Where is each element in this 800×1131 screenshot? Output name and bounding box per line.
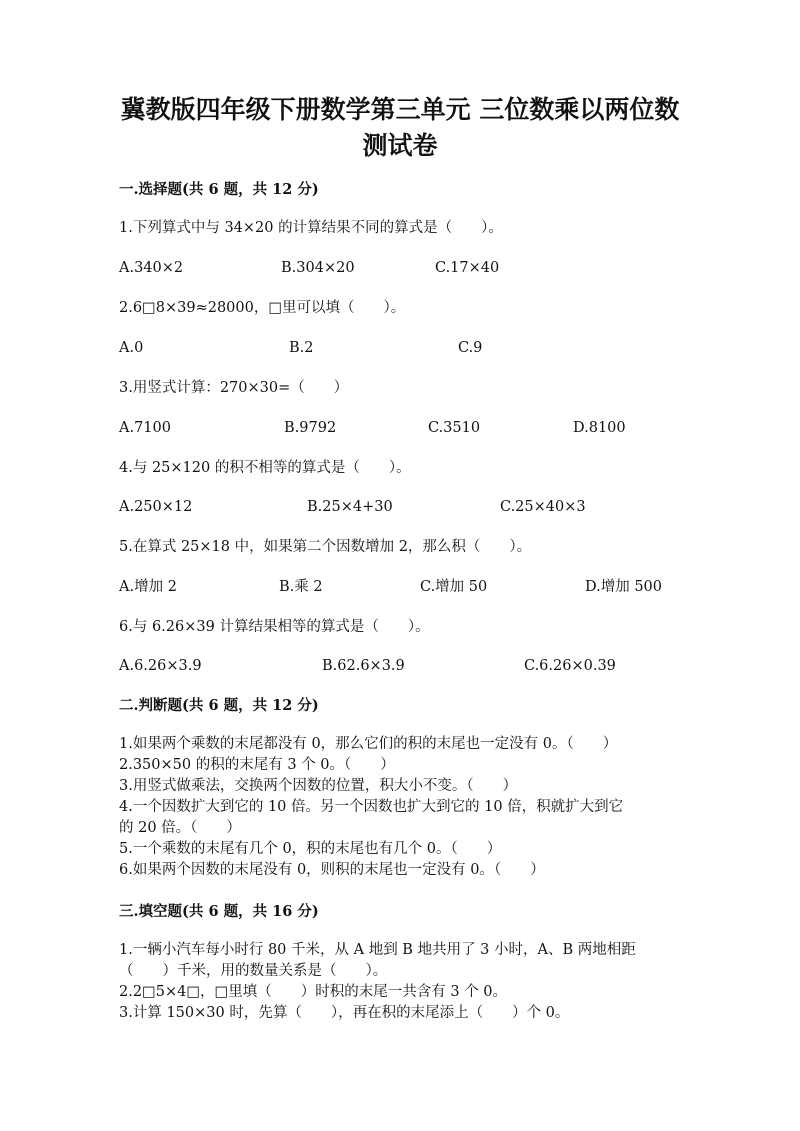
- q2-option-b: B.2: [289, 340, 314, 356]
- fill-line-2: （ ）千米，用的数量关系是（ ）。: [119, 963, 388, 979]
- q6-option-a: A.6.26×3.9: [119, 658, 202, 674]
- q5-option-c: C.增加 50: [420, 579, 488, 595]
- q4-option-a: A.250×12: [119, 499, 193, 515]
- question-4: 4.与 25×120 的积不相等的算式是（ ）。: [119, 460, 411, 476]
- question-1: 1.下列算式中与 34×20 的计算结果不同的算式是（ ）。: [119, 220, 503, 236]
- section-2-heading: 二.判断题(共 6 题，共 12 分): [119, 697, 319, 714]
- question-6: 6.与 6.26×39 计算结果相等的算式是（ ）。: [119, 619, 430, 635]
- page-title: [60, 92, 740, 164]
- question-2: 2.6□8×39≈28000，□里可以填（ ）。: [119, 300, 406, 316]
- q5-option-a: A.增加 2: [119, 579, 177, 595]
- fill-line-4: 3.计算 150×30 时，先算（ ），再在积的末尾添上（ ）个 0。: [119, 1005, 570, 1021]
- true-false-questions: [119, 734, 679, 881]
- tf-line-3: 3.用竖式做乘法，交换两个因数的位置，积大小不变。（ ）: [119, 778, 518, 794]
- q4-option-c: C.25×40×3: [500, 499, 586, 515]
- q1-option-c: C.17×40: [435, 260, 500, 276]
- q3-option-a: A.7100: [119, 420, 171, 436]
- q1-option-b: B.304×20: [281, 260, 355, 276]
- fill-in-questions: [119, 940, 679, 1024]
- q5-option-d: D.增加 500: [585, 579, 663, 595]
- tf-line-7: 6.如果两个因数的末尾没有 0，则积的末尾也一定没有 0。（ ）: [119, 862, 545, 878]
- q3-option-b: B.9792: [284, 420, 337, 436]
- fill-line-3: 2.2□5×4□，□里填（ ）时积的末尾一共含有 3 个 0。: [119, 984, 508, 1000]
- title-line-1: 冀教版四年级下册数学第三单元 三位数乘以两位数: [120, 95, 680, 124]
- tf-line-5: 的 20 倍。（ ）: [119, 820, 241, 836]
- q3-option-c: C.3510: [428, 420, 481, 436]
- q2-option-c: C.9: [458, 340, 483, 356]
- title-line-2: 测试卷: [362, 131, 438, 160]
- q1-option-a: A.340×2: [119, 260, 184, 276]
- q4-option-b: B.25×4+30: [307, 499, 393, 515]
- q2-option-a: A.0: [119, 340, 144, 356]
- question-5: 5.在算式 25×18 中，如果第二个因数增加 2，那么积（ ）。: [119, 539, 532, 555]
- section-1-heading: 一.选择题(共 6 题，共 12 分): [119, 181, 319, 198]
- tf-line-1: 1.如果两个乘数的末尾都没有 0，那么它们的积的末尾也一定没有 0。（ ）: [119, 736, 618, 752]
- q6-option-c: C.6.26×0.39: [524, 658, 616, 674]
- tf-line-4: 4.一个因数扩大到它的 10 倍。另一个因数也扩大到它的 10 倍，积就扩大到它: [119, 799, 624, 815]
- q6-option-b: B.62.6×3.9: [322, 658, 405, 674]
- fill-line-1: 1.一辆小汽车每小时行 80 千米，从 A 地到 B 地共用了 3 小时，A、B 两地相距: [119, 942, 636, 958]
- section-3-heading: 三.填空题(共 6 题，共 16 分): [119, 903, 319, 920]
- tf-line-2: 2.350×50 的积的末尾有 3 个 0。（ ）: [119, 757, 395, 773]
- q3-option-d: D.8100: [573, 420, 626, 436]
- q5-option-b: B.乘 2: [279, 579, 323, 595]
- question-3: 3.用竖式计算：270×30=（ ）: [119, 380, 349, 396]
- tf-line-6: 5.一个乘数的末尾有几个 0，积的末尾也有几个 0。（ ）: [119, 841, 502, 857]
